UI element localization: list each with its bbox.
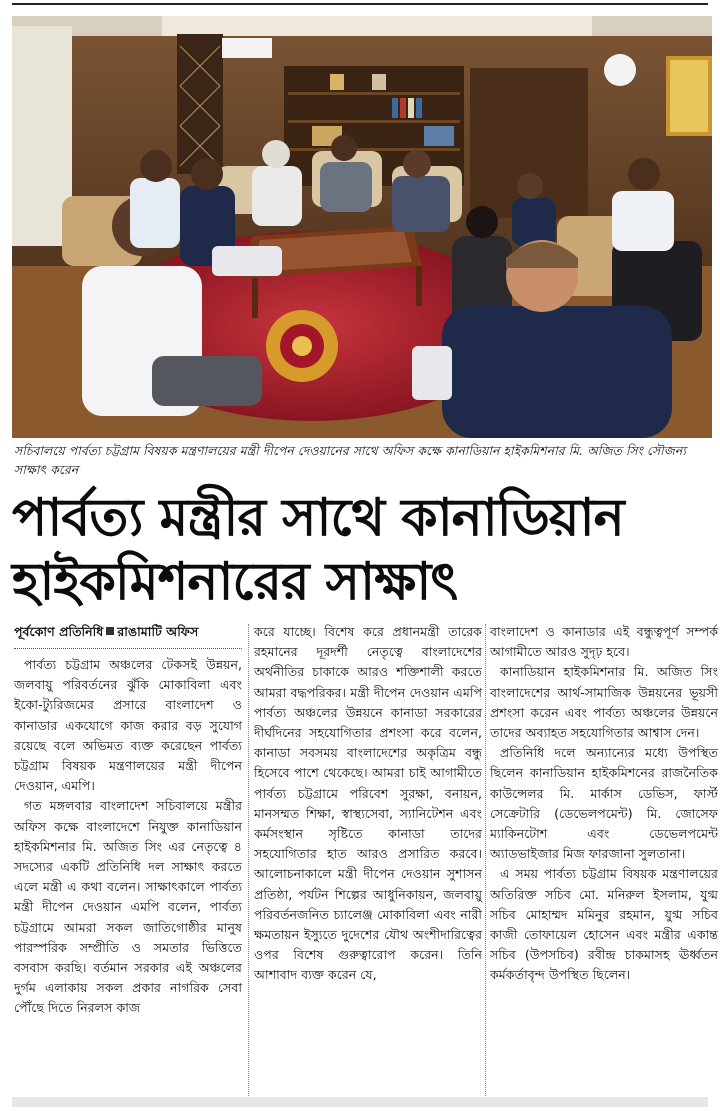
paragraph: পার্বত্য চট্টগ্রাম অঞ্চলের টেকসই উন্নয়ন, জলবায়ু পরিবর্তনের ঝুঁকি মোকাবিলা এবং ইকো-ট্যুরিজমের প্রসারে বাংলাদেশ ও কানাডার একযোগে কাজ করার বড় সুযোগ রয়েছে বলে অভিমত ব্যক্ত করেছেন পার্বত্য চট্টগ্রাম বিষয়ক মন্ত্রণালয়ের মন্ত্রী দীপেন দেওয়ান, এমপি। <box>14 657 242 794</box>
byline-office: রাঙামাটি অফিস <box>117 624 199 639</box>
square-bullet-icon <box>106 627 114 635</box>
paragraph: এ সময় পার্বত্য চট্টগ্রাম বিষয়ক মন্ত্রণালয়ের অতিরিক্ত সচিব মো. মনিরুল ইসলাম, যুগ্ম সচিব মোহাম্মদ মমিনুর রহমান, যুগ্ম সচিব কাজী তোফায়েল হোসেন এবং মন্ত্রীর একান্ত সচিব (উপসচিব) রবীন্দ্র চাকমাসহ ঊর্ধ্বতন কর্মকর্তাবৃন্দ উপস্থিত ছিলেন। <box>490 866 718 983</box>
column-divider <box>248 624 249 1102</box>
top-rule <box>12 3 708 5</box>
headline <box>12 486 712 614</box>
paragraph: বাংলাদেশ ও কানাডার এই বন্ধুত্বপূর্ণ সম্পর্ক আগামীতে আরও সুদৃঢ় হবে। <box>490 624 718 660</box>
byline <box>14 622 242 649</box>
headline-line-2: হাইকমিশনারের সাক্ষাৎ <box>12 552 458 612</box>
paragraph: কানাডিয়ান হাইকমিশনার মি. অজিত সিং বাংলাদেশের আর্থ-সামাজিক উন্নয়নের ভূয়সী প্রশংসা করেন এবং পার্বত্য অঞ্চলের উন্নয়নে তাদের অব্যাহত সহযোগিতার আশ্বাস দেন। <box>490 664 718 741</box>
bottom-rule <box>12 1097 708 1107</box>
byline-reporter: পূর্বকোণ প্রতিনিধি <box>14 624 104 639</box>
column-divider <box>485 624 486 1102</box>
headline-line-1: পার্বত্য মন্ত্রীর সাথে কানাডিয়ান <box>12 488 624 548</box>
paragraph: প্রতিনিধি দলে অন্যান্যের মধ্যে উপস্থিত ছিলেন কানাডিয়ান হাইকমিশনের রাজনৈতিক কাউন্সেলর মি. মার্কাস ডেভিস, ফার্স্ট সেক্রেটারি (ডেভেলপমেন্ট) মি. জোসেফ ম্যাকিনটোশ এবং ডেভেলপমেন্ট অ্যাডভাইজার মিজ ফারজানা সুলতানা। <box>490 745 718 862</box>
article-column-3 <box>490 622 718 986</box>
news-photo <box>12 16 712 438</box>
photo-caption: সচিবালয়ে পার্বত্য চট্টগ্রাম বিষয়ক মন্ত্রণালয়ের মন্ত্রী দীপেন দেওয়ানের সাথে অফিস কক্ষে কানাডিয়ান হাইকমিশনার মি. অজিত সিং সৌজন্য সাক্ষাৎ করেন <box>14 443 686 477</box>
meeting-photo-icon <box>12 16 712 438</box>
article-column-1 <box>14 622 242 1019</box>
article-column-2 <box>254 622 482 986</box>
paragraph: গত মঙ্গলবার বাংলাদেশ সচিবালয়ে মন্ত্রীর অফিস কক্ষে বাংলাদেশে নিযুক্ত কানাডিয়ান হাইকমিশনার মি. অজিত সিং এর নেতৃত্বে ৪ সদস্যের একটি প্রতিনিধি দল সাক্ষাৎ করতে এলে মন্ত্রী এ কথা বলেন। সাক্ষাৎকালে পার্বত্য মন্ত্রী দীপেন দেওয়ান এমপি বলেন, পার্বত্য চট্টগ্রামে আমরা সকল জাতিগোষ্ঠীর মানুষ পারস্পরিক সম্প্রীতি ও সমতার ভিত্তিতে বসবাস করছি। বর্তমান সরকার এই অঞ্চলের দুর্গম এলাকায় সকল প্রকার নাগরিক সেবা পৌঁছে দিতে নিরলস কাজ <box>14 798 242 1016</box>
paragraph: করে যাচ্ছে। বিশেষ করে প্রধানমন্ত্রী তারেক রহমানের দূরদর্শী নেতৃত্বে বাংলাদেশের অর্থনীতির চাকাকে আরও শক্তিশালী করতে আমরা বদ্ধপরিকর। মন্ত্রী দীপেন দেওয়ান এমপি পার্বত্য অঞ্চলের উন্নয়নে কানাডা সরকারের দীর্ঘদিনের সহযোগিতার প্রশংসা করে বলেন, কানাডা সবসময় বাংলাদেশের অকৃত্রিম বন্ধু হিসেবে পাশে থেকেছে। আমরা চাই আগামীতে পার্বত্য চট্টগ্রামে পরিবেশ সুরক্ষা, বনায়ন, মানসম্মত শিক্ষা, স্বাস্থ্যসেবা, স্যানিটেশন এবং কর্মসংস্থান সৃষ্টিতে কানাডা তাদের সহযোগিতার হাত আরও প্রসারিত করবে। আলোচনাকালে মন্ত্রী দীপেন দেওয়ান সুশাসন প্রতিষ্ঠা, পর্যটন শিল্পের আধুনিকায়ন, জলবায়ু পরিবর্তনজনিত চ্যালেঞ্জ মোকাবিলা এবং নারী ক্ষমতায়ন ইস্যুতে দুদেশের যৌথ অংশীদারিত্বের ওপর বিশেষ গুরুত্বারোপ করেন। তিনি আশাবাদ ব্যক্ত করেন যে, <box>254 624 482 983</box>
